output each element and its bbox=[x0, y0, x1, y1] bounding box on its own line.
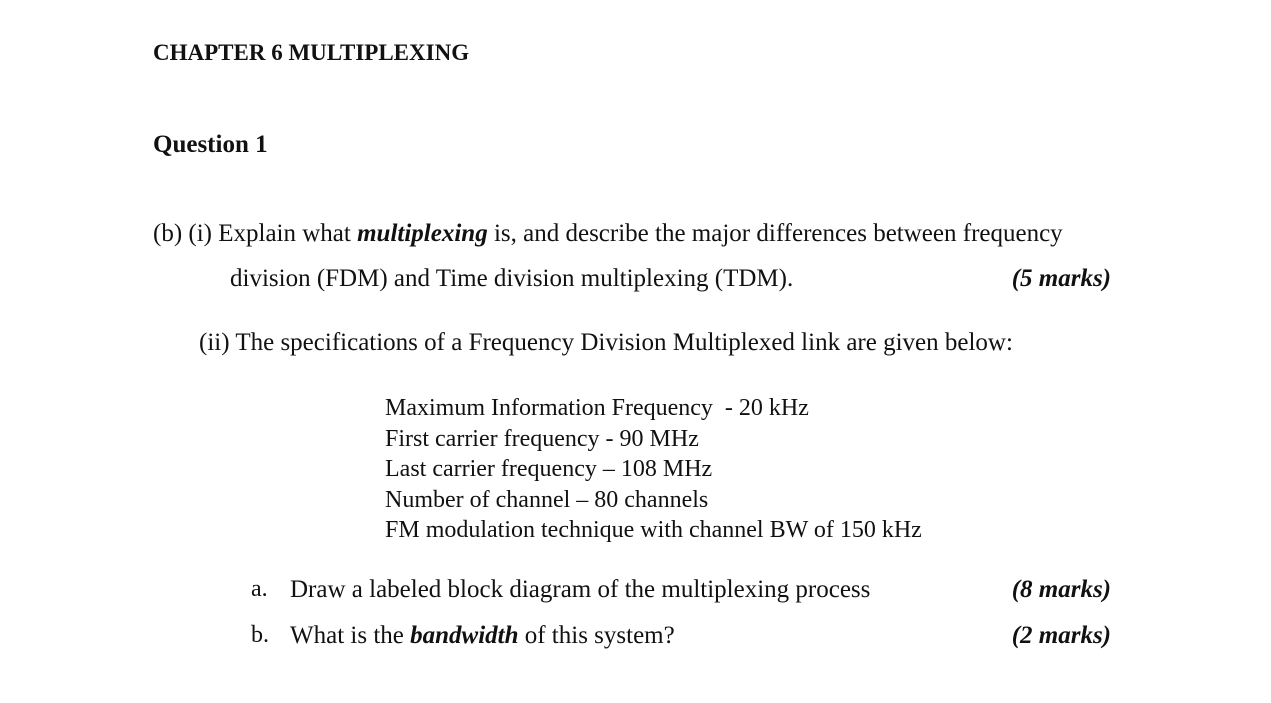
question-title: Question 1 bbox=[153, 131, 268, 158]
sub-b-label: b. bbox=[251, 622, 269, 648]
spec-item: FM modulation technique with channel BW of 150 kHz bbox=[385, 517, 922, 543]
sub-b-emphasis: bandwidth bbox=[410, 622, 519, 649]
sub-a-text: Draw a labeled block diagram of the multiplexing process bbox=[290, 576, 871, 603]
sub-a-label: a. bbox=[251, 576, 268, 602]
part-b-i-prefix: (b) (i) Explain what bbox=[153, 220, 358, 247]
sub-b-text bbox=[290, 622, 675, 650]
chapter-title: CHAPTER 6 MULTIPLEXING bbox=[153, 40, 470, 65]
spec-item: Number of channel – 80 channels bbox=[385, 486, 709, 513]
part-b-ii-text: (ii) The specifications of a Frequency Division Multiplexed link are given below: bbox=[199, 329, 1013, 356]
part-b-i-marks: (5 marks) bbox=[1011, 265, 1111, 292]
sub-b-suffix: of this system? bbox=[518, 622, 675, 649]
part-b-i-line-2: division (FDM) and Time division multiplexing (TDM). bbox=[230, 265, 794, 292]
sub-a-marks: (8 marks) bbox=[1011, 576, 1111, 603]
spec-item: First carrier frequency - 90 MHz bbox=[385, 425, 699, 452]
spec-item: Maximum Information Frequency - 20 kHz bbox=[385, 395, 809, 421]
spec-item: Last carrier frequency – 108 MHz bbox=[385, 456, 713, 482]
sub-b-marks: (2 marks) bbox=[1011, 622, 1111, 649]
sub-b-prefix: What is the bbox=[290, 622, 411, 649]
part-b-i-emphasis: multiplexing bbox=[357, 220, 488, 247]
part-b-i-line-1 bbox=[153, 220, 1063, 248]
specifications-list bbox=[385, 393, 922, 546]
part-b-i-suffix: is, and describe the major differences between frequency bbox=[487, 220, 1063, 247]
